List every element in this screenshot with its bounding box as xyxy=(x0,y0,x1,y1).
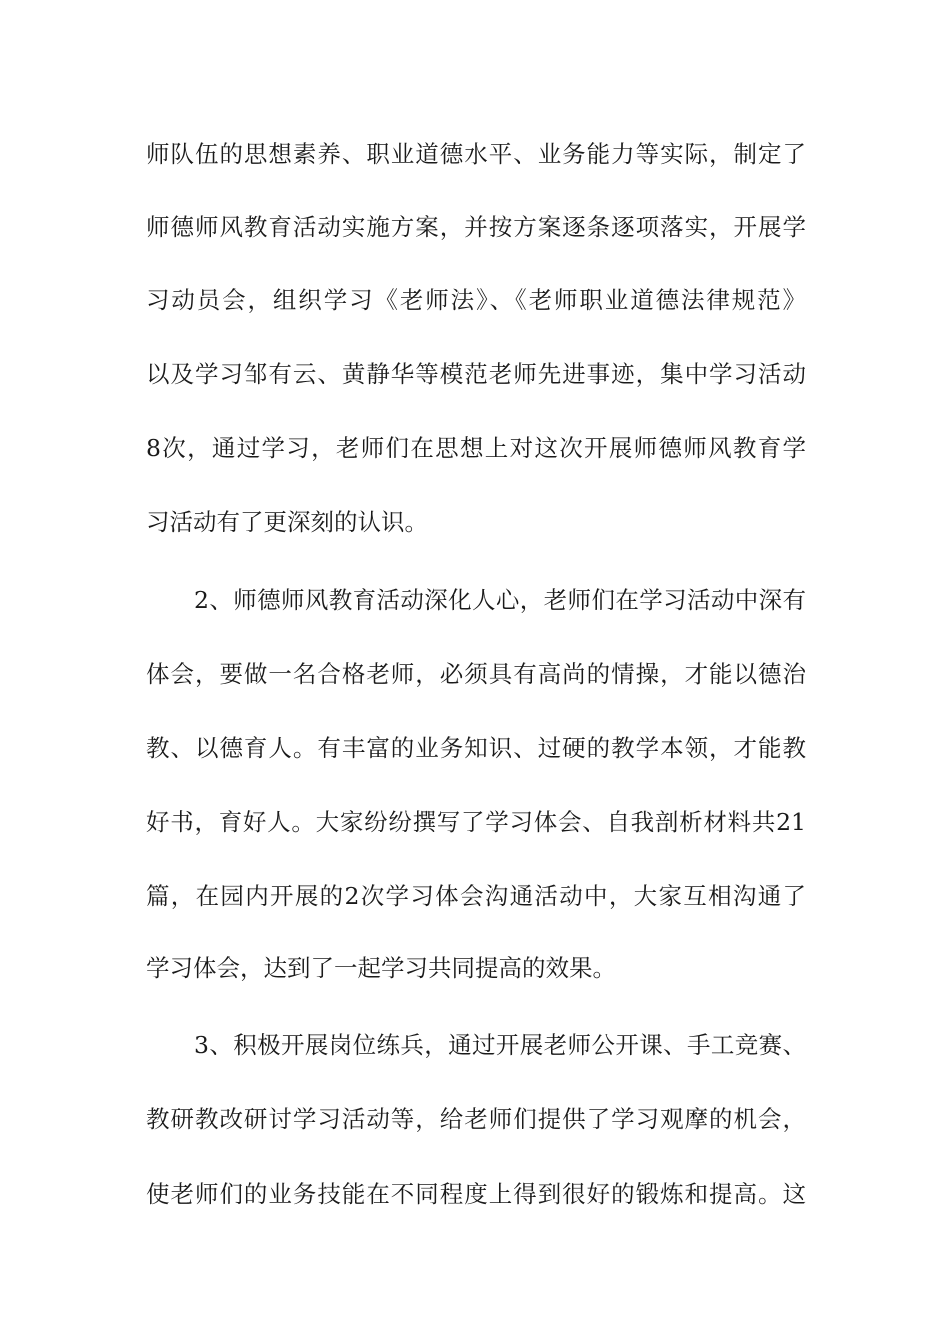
paragraph-start-line: 2、师德师风教育活动深化人心，老师们在学习活动中深有 xyxy=(194,586,806,614)
text-line: 习活动有了更深刻的认识。 xyxy=(146,508,428,536)
text-line: 教研教改研讨学习活动等，给老师们提供了学习观摩的机会， xyxy=(146,1105,806,1133)
text-line: 使老师们的业务技能在不同程度上得到很好的锻炼和提高。这 xyxy=(146,1180,806,1208)
text-line: 篇，在园内开展的2次学习体会沟通活动中，大家互相沟通了 xyxy=(146,882,806,910)
text-line: 习动员会，组织学习《老师法》、《老师职业道德法律规范》 xyxy=(146,286,806,314)
text-line: 好书，育好人。大家纷纷撰写了学习体会、自我剖析材料共21 xyxy=(146,808,806,836)
text-line: 师德师风教育活动实施方案，并按方案逐条逐项落实，开展学 xyxy=(146,213,806,241)
text-line: 以及学习邹有云、黄静华等模范老师先进事迹，集中学习活动 xyxy=(146,360,806,388)
text-line: 体会，要做一名合格老师，必须具有高尚的情操，才能以德治 xyxy=(146,660,806,688)
text-line: 师队伍的思想素养、职业道德水平、业务能力等实际，制定了 xyxy=(146,140,806,168)
text-line: 学习体会，达到了一起学习共同提高的效果。 xyxy=(146,954,616,982)
text-line: 8次，通过学习，老师们在思想上对这次开展师德师风教育学 xyxy=(146,434,806,462)
paragraph-start-line: 3、积极开展岗位练兵，通过开展老师公开课、手工竞赛、 xyxy=(194,1031,806,1059)
text-line: 教、以德育人。有丰富的业务知识、过硬的教学本领，才能教 xyxy=(146,734,806,762)
